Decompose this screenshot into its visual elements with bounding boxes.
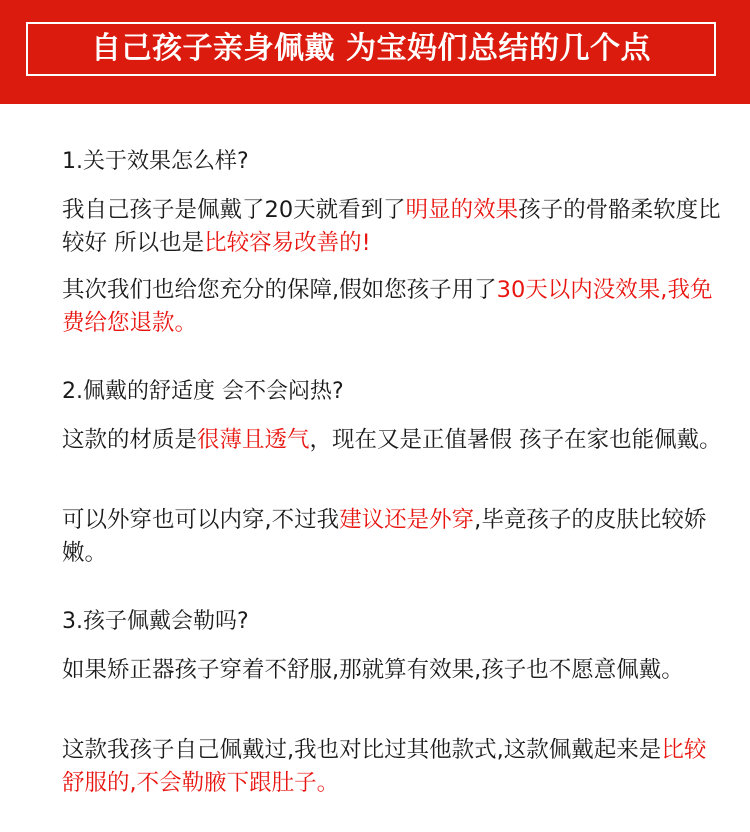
text-run: 孩子的骨骼柔软度比较好 所以也是 xyxy=(62,197,721,256)
highlight-text: 明显的效果 xyxy=(405,197,519,223)
text-run: 可以外穿也可以内穿,不过我 xyxy=(62,507,340,533)
highlight-text: 很薄且透气 xyxy=(197,427,310,453)
question-3: 3.孩子佩戴会勒吗? xyxy=(62,609,249,634)
text-run: ，现在又是正值暑假 孩子在家也能佩戴。 xyxy=(309,427,722,453)
text-run: 这款我孩子自己佩戴过,我也对比过其他款式,这款佩戴起来是 xyxy=(62,737,662,763)
highlight-text: 比较舒服的,不会勒腋下跟肚子。 xyxy=(62,737,707,796)
paragraph-1-2 xyxy=(62,274,727,340)
highlight-text: 建议还是外穿 xyxy=(339,507,475,533)
text-run: 其次我们也给您充分的保障,假如您孩子用了 xyxy=(62,277,497,303)
text-run: 如果矫正器孩子穿着不舒服,那就算有效果,孩子也不愿意佩戴。 xyxy=(62,657,684,683)
paragraph-1-1 xyxy=(62,194,727,260)
paragraph-2-2 xyxy=(62,504,727,570)
question-2: 2.佩戴的舒适度 会不会闷热? xyxy=(62,379,344,404)
paragraph-3-1 xyxy=(62,654,727,687)
paragraph-3-2 xyxy=(62,734,727,800)
paragraph-2-1 xyxy=(62,424,727,457)
text-run: 这款的材质是 xyxy=(62,427,198,453)
header-title: 自己孩子亲身佩戴 为宝妈们总结的几个点 xyxy=(91,31,651,66)
highlight-text: 比较容易改善的! xyxy=(204,230,371,256)
highlight-text: 30天以内没效果,我免费给您退款。 xyxy=(62,277,713,336)
text-run: 我自己孩子是佩戴了20天就看到了 xyxy=(62,197,406,223)
question-1: 1.关于效果怎么样? xyxy=(62,149,249,174)
text-run: ,毕竟孩子的皮肤比较娇嫩。 xyxy=(62,507,707,566)
